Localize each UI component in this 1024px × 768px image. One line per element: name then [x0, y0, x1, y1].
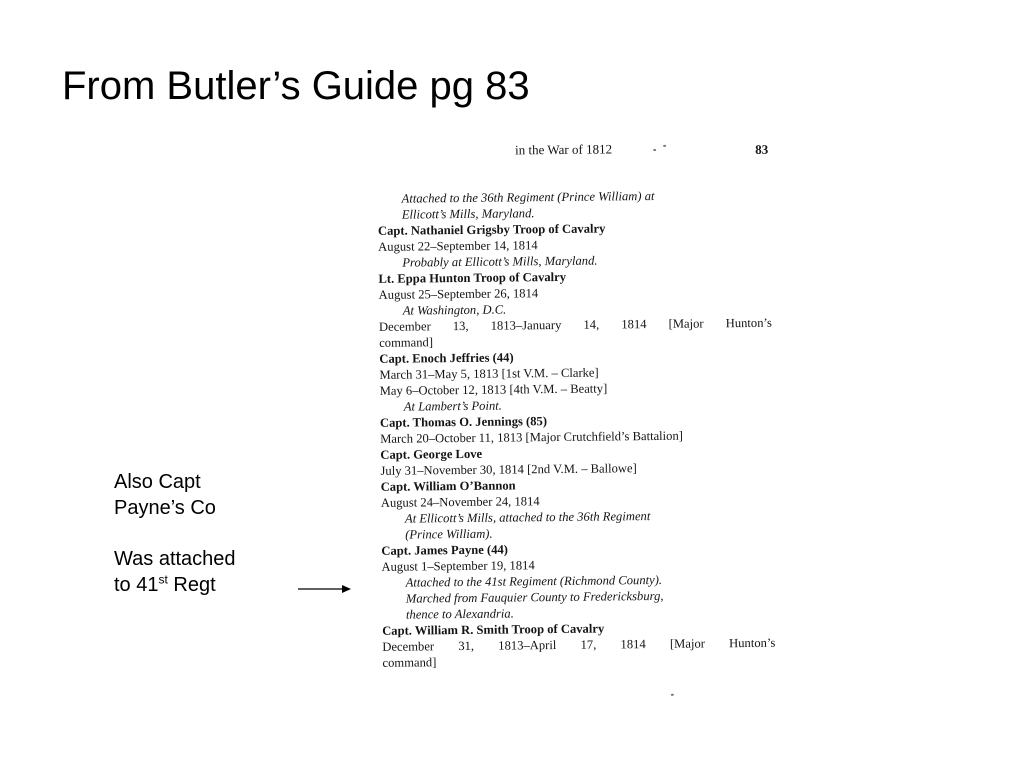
slide-title: From Butler’s Guide pg 83	[62, 64, 530, 108]
scan-speck	[663, 145, 666, 147]
page-line: Lt. Eppa Hunton Troop of Cavalry	[378, 269, 567, 286]
page-line: Capt. William O’Bannon	[380, 478, 516, 494]
page-line: August 25–September 26, 1814	[378, 286, 539, 302]
page-line: March 31–May 5, 1813 [1st V.M. – Clarke]	[379, 365, 599, 382]
note-line	[114, 572, 284, 598]
page-line: command]	[379, 335, 434, 350]
page-line: Marched from Fauquier County to Fredericksburg,	[405, 588, 664, 606]
page-line: December 13, 1813–January 14, 1814 [Major Hunton’s	[378, 315, 772, 334]
page-line: thence to Alexandria.	[405, 606, 514, 622]
page-line: August 22–September 14, 1814	[378, 238, 538, 254]
page-line: At Lambert’s Point.	[403, 398, 502, 414]
note-line: Was attached	[114, 548, 236, 570]
page-line: August 24–November 24, 1814	[380, 494, 540, 510]
note-line: Also Capt	[114, 471, 201, 493]
page-line: Capt. Enoch Jeffries (44)	[379, 350, 514, 366]
scan-speck	[653, 149, 656, 151]
page-header: in the War of 1812	[515, 141, 613, 158]
page-line: July 31–November 30, 1814 [2nd V.M. – Ballowe]	[380, 461, 637, 478]
superscript: st	[158, 572, 168, 587]
scanned-book-page	[365, 134, 791, 698]
page-line: Capt. George Love	[380, 446, 483, 462]
note-attached-41st	[114, 546, 284, 598]
page-line: Probably at Ellicott’s Mills, Maryland.	[402, 253, 598, 270]
note-also-capt-payne	[114, 469, 274, 521]
page-body	[378, 187, 783, 671]
page-number: 83	[755, 141, 769, 157]
page-line: command]	[382, 655, 437, 670]
note-line: Payne’s Co	[114, 497, 216, 519]
page-line: Capt. Thomas O. Jennings (85)	[379, 414, 548, 430]
note-text: Regt	[167, 574, 216, 596]
page-line: Attached to the 41st Regiment (Richmond County).	[405, 572, 663, 590]
page-line: Capt. James Payne (44)	[381, 542, 509, 558]
pointer-arrow-icon	[298, 582, 352, 596]
page-line: (Prince William).	[405, 526, 493, 542]
page-line: At Washington, D.C.	[402, 302, 507, 318]
scan-speck	[671, 694, 674, 696]
page-line: December 31, 1813–April 17, 1814 [Major Hunton’s	[382, 635, 776, 654]
page-line: Attached to the 36th Regiment (Prince William) at	[401, 188, 655, 206]
page-line: Capt. William R. Smith Troop of Cavalry	[382, 621, 605, 638]
page-line: May 6–October 12, 1813 [4th V.M. – Beatty]	[379, 381, 608, 398]
page-line: At Ellicott’s Mills, attached to the 36th Regiment	[404, 509, 651, 526]
page-line: Capt. Nathaniel Grigsby Troop of Cavalry	[377, 221, 606, 238]
page-line: March 20–October 11, 1813 [Major Crutchfield’s Battalion]	[380, 428, 683, 446]
page-line: Ellicott’s Mills, Maryland.	[401, 206, 535, 222]
page-line: August 1–September 19, 1814	[381, 558, 535, 574]
note-text: to 41	[114, 574, 159, 596]
